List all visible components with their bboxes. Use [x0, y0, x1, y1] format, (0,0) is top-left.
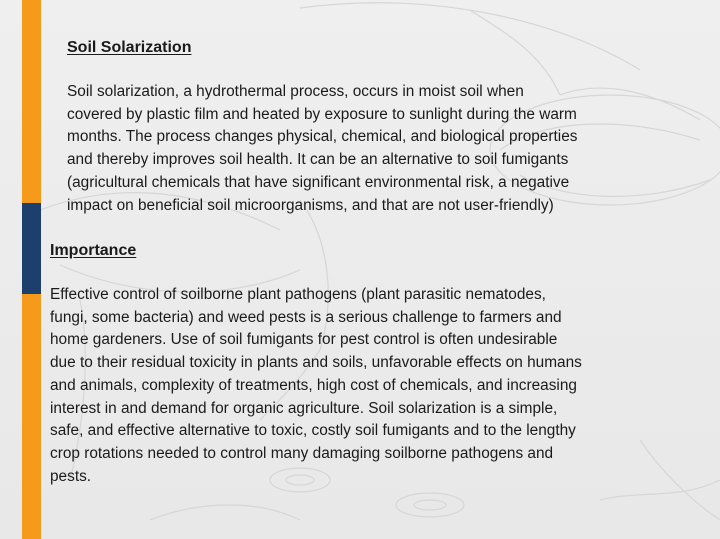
- accent-bar-navy: [22, 203, 41, 294]
- text-line: and thereby improves soil health. It can be an alternative to soil fumigants: [67, 151, 569, 169]
- text-line: Soil solarization, a hydrothermal process, occurs in moist soil when: [67, 83, 524, 100]
- accent-bar-orange-bottom: [22, 294, 41, 539]
- text-line: months. The process changes physical, chemical, and biological properties: [67, 128, 578, 146]
- text-line: Effective control of soilborne plant pathogens (plant parasitic nematodes,: [50, 286, 546, 303]
- text-line: interest in and demand for organic agriculture. Soil solarization is a simple,: [50, 399, 558, 417]
- paragraph-importance: [50, 284, 712, 488]
- text-line: (agricultural chemicals that have significant environmental risk, a negative: [67, 173, 570, 191]
- text-line: fungi, some bacteria) and weed pests is a serious challenge to farmers and: [50, 308, 562, 326]
- section-title-soil-solarization: Soil Solarization: [67, 39, 192, 56]
- paragraph-soil-solarization: [67, 81, 707, 217]
- text-line: due to their residual toxicity in plants and soils, unfavorable effects on humans: [50, 354, 582, 372]
- accent-bar-orange-top: [22, 0, 41, 203]
- text-line: pests.: [50, 467, 92, 485]
- text-line: and animals, complexity of treatments, high cost of chemicals, and increasing: [50, 376, 577, 394]
- text-line: covered by plastic film and heated by exposure to sunlight during the warm: [67, 105, 577, 123]
- text-line: crop rotations needed to control many damaging soilborne pathogens and: [50, 444, 554, 462]
- text-line: home gardeners. Use of soil fumigants for pest control is often undesirable: [50, 331, 558, 349]
- text-line: impact on beneficial soil microorganisms, and that are not user-friendly): [67, 196, 554, 214]
- text-line: safe, and effective alternative to toxic, costly soil fumigants and to the lengthy: [50, 422, 576, 440]
- section-title-importance: Importance: [50, 242, 137, 259]
